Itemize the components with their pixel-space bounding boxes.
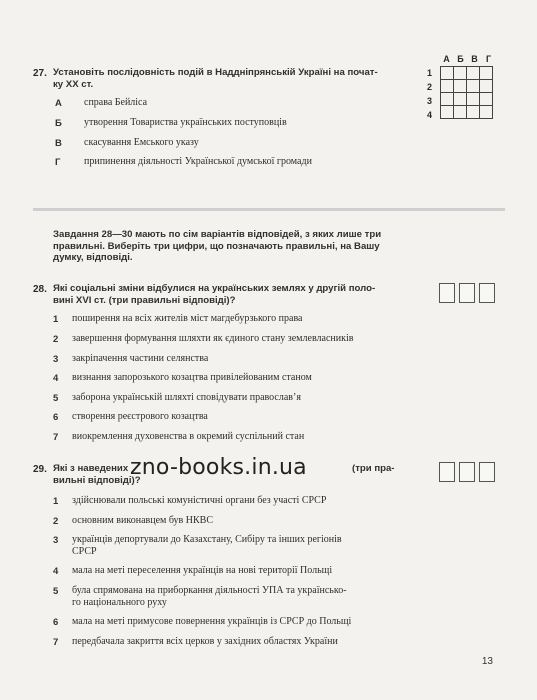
q29-option-number: 1 (53, 496, 59, 507)
q27-answer-grid (417, 54, 507, 129)
q28-option-text: створення реєстрового козацтва (72, 411, 208, 422)
grid-cell[interactable] (454, 80, 467, 93)
question-27-text-line2: ку ХХ ст. (53, 78, 94, 90)
q28-answer-box[interactable] (479, 283, 495, 303)
q28-option-number: 5 (53, 393, 59, 404)
grid-row-4: 4 (427, 110, 433, 120)
grid-cell[interactable] (441, 106, 454, 119)
q29-option-number: 5 (53, 586, 59, 597)
q28-option-text: завершення формування шляхти як єдиного стану землевласників (72, 333, 354, 344)
grid-cell[interactable] (480, 93, 493, 106)
q29-option-line: го національного руху (72, 597, 167, 608)
question-28-text-line1: Які соціальні зміни відбулися на українських землях у другій поло- (53, 283, 376, 294)
q29-option-line: була спрямована на приборкання діяльності УПА та українсько- (72, 585, 347, 596)
q28-option-text: заборона українській шляхті сповідувати православ’я (72, 392, 301, 403)
q29-answer-box[interactable] (479, 462, 495, 482)
grid-cell[interactable] (441, 93, 454, 106)
q27-option-text: справа Бейліса (84, 97, 148, 108)
grid-cell[interactable] (467, 93, 480, 106)
q29-option-text: здійснювали польські комуністичні органи без участі СРСР (72, 495, 327, 506)
grid-row-1: 1 (427, 68, 433, 78)
q29-option-text (72, 534, 342, 558)
q29-option-number: 2 (53, 516, 59, 527)
q28-option-text: виокремлення духовенства в окремий суспільний стан (72, 431, 305, 442)
q27-option-letter: А (55, 98, 62, 109)
q29-option-number: 6 (53, 617, 59, 628)
q29-option-text: мала на меті переселення українців на нові території Польщі (72, 565, 333, 576)
q28-option-number: 3 (53, 354, 59, 365)
grid-cell[interactable] (454, 93, 467, 106)
grid-row-3: 3 (427, 96, 433, 106)
question-27-text (53, 67, 383, 90)
q28-option-text: поширення на всіх жителів міст магдебурзького права (72, 313, 303, 324)
q27-option-letter: В (55, 138, 62, 149)
q29-option-number: 7 (53, 637, 59, 648)
grid-cell[interactable] (454, 106, 467, 119)
question-29-text-line2: вильні відповіді)? (53, 475, 141, 486)
q28-option-number: 2 (53, 334, 59, 345)
q29-option-line: СРСР (72, 546, 97, 557)
grid-cell[interactable] (441, 67, 454, 80)
q28-answer-box[interactable] (459, 283, 475, 303)
q29-option-text: мала на меті примусове повернення українців із СРСР до Польщі (72, 616, 352, 627)
grid-cell[interactable] (454, 67, 467, 80)
q29-answer-box[interactable] (459, 462, 475, 482)
q28-option-number: 7 (53, 432, 59, 443)
grid-cell[interactable] (441, 80, 454, 93)
question-28-text-line2: вині XVI ст. (три правильні відповіді)? (53, 294, 236, 306)
q29-option-number: 3 (53, 535, 59, 546)
q29-option-text: основним виконавцем був НКВС (72, 515, 214, 526)
instruction-line3: думку, відповіді. (53, 252, 133, 263)
q29-answer-box[interactable] (439, 462, 455, 482)
q29-option-text: передбачала закриття всіх церков у західних областях України (72, 636, 338, 647)
section-divider (33, 208, 505, 211)
grid-cell[interactable] (467, 67, 480, 80)
watermark: zno-books.in.ua (130, 455, 307, 480)
q27-option-letter: Б (55, 118, 62, 129)
page-number: 13 (481, 656, 493, 667)
grid-header-a: А (443, 54, 450, 64)
instruction-line1: Завдання 28—30 мають по сім варіантів відповідей, з яких лише три (53, 229, 382, 240)
grid-header-b: Б (457, 54, 464, 64)
grid-cell[interactable] (480, 106, 493, 119)
grid-cell[interactable] (480, 80, 493, 93)
grid-row-2: 2 (427, 82, 433, 92)
q28-option-number: 4 (53, 373, 59, 384)
grid-header-g: Г (485, 54, 492, 64)
grid-cell[interactable] (480, 67, 493, 80)
grid-cell[interactable] (467, 80, 480, 93)
question-29-text-line1-end: (три пра- (352, 463, 395, 474)
question-27-text-line1: Установіть послідовність подій в Наддніпрянській Україні на почат- (53, 67, 378, 78)
question-27-number: 27. (33, 68, 47, 79)
question-29-number: 29. (33, 464, 47, 475)
grid-header-v: В (471, 54, 478, 64)
instruction-line2: правильні. Виберіть три цифри, що позначають правильні, на Вашу (53, 240, 380, 252)
grid-table (440, 66, 493, 119)
q27-option-text: скасування Емського указу (84, 137, 199, 148)
q27-option-letter: Г (55, 157, 61, 168)
q28-answer-box[interactable] (439, 283, 455, 303)
q29-option-line: українців депортували до Казахстану, Сибіру та інших регіонів (72, 534, 342, 545)
q29-option-number: 4 (53, 566, 59, 577)
q28-option-number: 6 (53, 412, 59, 423)
instruction-block (53, 229, 493, 264)
question-29-text-line1-start: Які з наведених (53, 463, 129, 474)
q29-option-text (72, 585, 347, 609)
q27-option-text: утворення Товариства українських поступовців (84, 117, 287, 128)
q27-option-text: припинення діяльності Української думської громади (84, 156, 312, 167)
q28-option-number: 1 (53, 314, 59, 325)
question-28-number: 28. (33, 284, 47, 295)
question-28-text (53, 283, 403, 306)
grid-cell[interactable] (467, 106, 480, 119)
q28-option-text: закріпачення частини селянства (72, 353, 209, 364)
q28-option-text: визнання запорозького козацтва привілейованим станом (72, 372, 312, 383)
